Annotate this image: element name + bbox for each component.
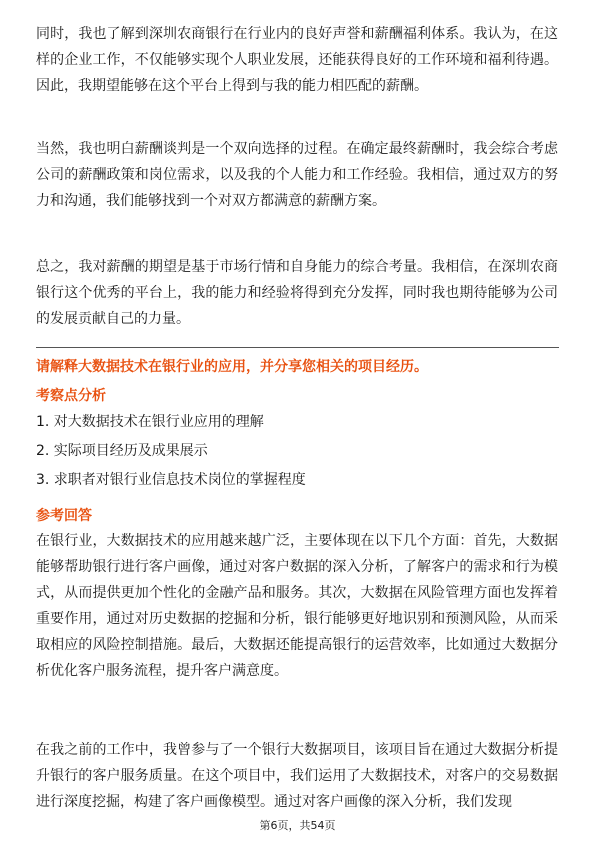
analysis-item: 2. 实际项目经历及成果展示 [36, 443, 208, 459]
analysis-item: 3. 求职者对银行业信息技术岗位的掌握程度 [36, 472, 306, 488]
answer-heading: 参考回答 [36, 508, 92, 524]
answer-paragraph-project: 在我之前的工作中，我曾参与了一个银行大数据项目，该项目旨在通过大数据分析提升银行的客户服务质量。在这个项目中，我们运用了大数据技术，对客户的交易数据进行深度挖掘，构建了客户画像模型。通过对客户画像的深入分析，我们发现 [36, 742, 558, 810]
section-divider [36, 347, 559, 348]
answer-paragraph-applications: 在银行业，大数据技术的应用越来越广泛，主要体现在以下几个方面：首先，大数据能够帮助银行进行客户画像，通过对客户数据的深入分析，了解客户的需求和行为模式，从而提供更加个性化的金融产品和服务。其次，大数据在风险管理方面也发挥着重要作用，通过对历史数据的挖掘和分析，银行能够更好地识别和预测风险，从而采取相应的风险控制措施。最后，大数据还能提高银行的运营效率，比如通过大数据分析优化客户服务流程，提升客户满意度。 [36, 533, 558, 679]
page-number: 第6页，共54页 [259, 819, 336, 832]
paragraph-salary-negotiation: 当然，我也明白薪酬谈判是一个双向选择的过程。在确定最终薪酬时，我会综合考虑公司的薪酬政策和岗位需求，以及我的个人能力和工作经验。我相信，通过双方的努力和沟通，我们能够找到一个对双方都满意的薪酬方案。 [36, 141, 558, 209]
analysis-heading: 考察点分析 [36, 388, 106, 404]
paragraph-salary-summary: 总之，我对薪酬的期望是基于市场行情和自身能力的综合考量。我相信，在深圳农商银行这个优秀的平台上，我的能力和经验将得到充分发挥，同时我也期待能够为公司的发展贡献自己的力量。 [36, 259, 558, 327]
paragraph-salary-reputation: 同时，我也了解到深圳农商银行在行业内的良好声誉和薪酬福利体系。我认为，在这样的企业工作，不仅能够实现个人职业发展，还能获得良好的工作环境和福利待遇。因此，我期望能够在这个平台上得到与我的能力相匹配的薪酬。 [36, 26, 558, 94]
question-title: 请解释大数据技术在银行业的应用，并分享您相关的项目经历。 [36, 359, 428, 375]
analysis-item: 1. 对大数据技术在银行业应用的理解 [36, 414, 264, 430]
